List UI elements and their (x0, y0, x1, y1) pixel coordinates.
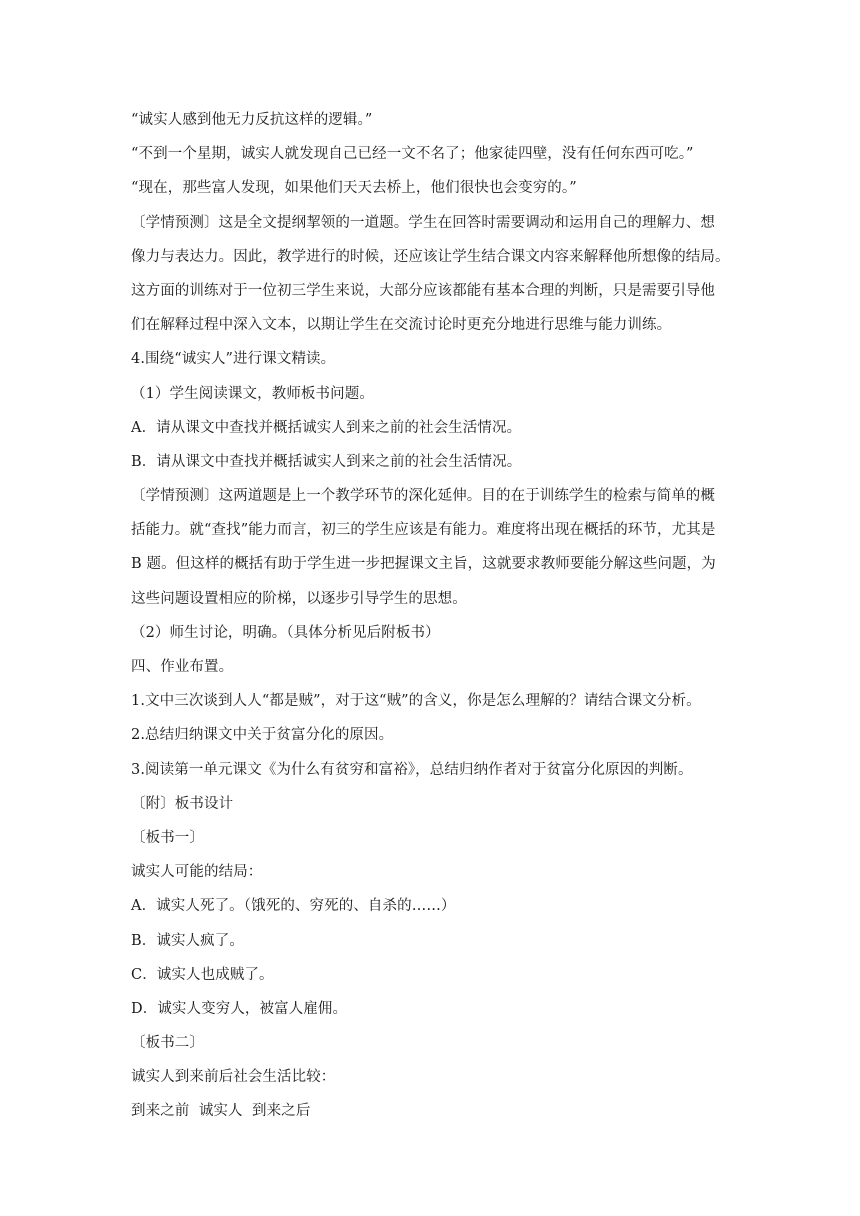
section-heading: 4.围绕“诚实人”进行课文精读。 (131, 351, 336, 368)
section-heading: 四、作业布置。 (131, 659, 234, 675)
paragraph-line: 〔学情预测〕这是全文提纲挈领的一道题。学生在回答时需要调动和运用自己的理解力、想 (131, 214, 715, 231)
paragraph-line: 这方面的训练对于一位初三学生来说，大部分应该都能有基本合理的判断，只是需要引导他 (131, 282, 715, 299)
section-heading: 〔附〕板书设计 (131, 795, 234, 812)
board-heading: 〔板书一〕 (131, 829, 204, 846)
text-line: “不到一个星期，诚实人就发现自己已经一文不名了；他家徒四壁，没有任何东西可吃。” (131, 146, 694, 163)
homework-item: 1.文中三次谈到人人“都是贼”，对于这“贼”的含义，你是怎么理解的？请结合课文分析。 (131, 693, 701, 710)
paragraph-line: 〔学情预测〕这两道题是上一个教学环节的深化延伸。目的在于训练学生的检索与简单的概 (131, 488, 715, 505)
homework-item: 2.总结归纳课文中关于贫富分化的原因。 (131, 727, 394, 744)
text-line: （1）学生阅读课文，教师板书问题。 (131, 385, 374, 402)
question-b: B．请从课文中查找并概括诚实人到来之前的社会生活情况。 (131, 453, 522, 470)
text-line: 诚实人可能的结局： (131, 864, 263, 881)
document-page (131, 103, 743, 1129)
paragraph-line: 这些问题设置相应的阶梯，以逐步引导学生的思想。 (131, 590, 467, 607)
homework-item: 3.阅读第一单元课文《为什么有贫穷和富裕》，总结归纳作者对于贫富分化原因的判断。 (131, 761, 693, 778)
paragraph-line: 像力与表达力。因此，教学进行的时候，还应该让学生结合课文内容来解释他所想像的结局。 (131, 248, 730, 265)
text-line: “现在，那些富人发现，如果他们天天去桥上，他们很快也会变穷的。” (131, 180, 577, 197)
ending-option: D．诚实人变穷人，被富人雇佣。 (131, 1000, 348, 1017)
ending-option: A．诚实人死了。（饿死的、穷死的、自杀的……） (131, 898, 456, 915)
comparison-header: 到来之前 诚实人 到来之后 (131, 1103, 311, 1120)
question-a: A．请从课文中查找并概括诚实人到来之前的社会生活情况。 (131, 419, 522, 436)
ending-option: B．诚实人疯了。 (131, 932, 244, 949)
paragraph-line: 括能力。就“查找”能力而言，初三的学生应该是有能力。难度将出现在概括的环节，尤其是 (131, 522, 716, 539)
ending-option: C．诚实人也成贼了。 (131, 966, 274, 983)
board-heading: 〔板书二〕 (131, 1035, 204, 1052)
paragraph-line: B 题。但这样的概括有助于学生进一步把握课文主旨，这就要求教师要能分解这些问题，为 (131, 556, 716, 573)
text-line: 诚实人到来前后社会生活比较： (131, 1069, 336, 1086)
paragraph-line: 们在解释过程中深入文本，以期让学生在交流讨论时更充分地进行思维与能力训练。 (131, 317, 672, 334)
text-line: “诚实人感到他无力反抗这样的逻辑。” (131, 112, 373, 128)
text-line: （2）师生讨论，明确。（具体分析见后附板书） (131, 624, 440, 641)
